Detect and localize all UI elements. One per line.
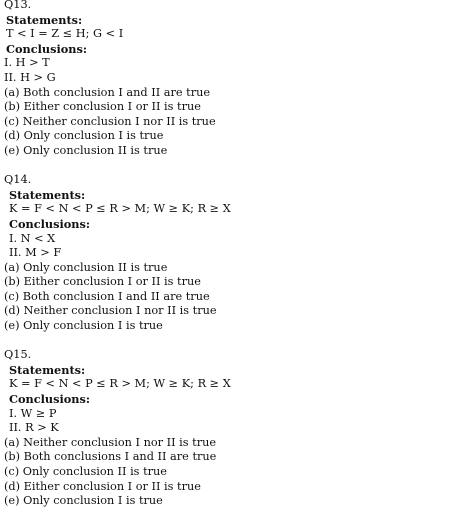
statement-text: T < I = Z ≤ H; G < I <box>6 27 124 41</box>
option-e: (e) Only conclusion I is true <box>4 319 163 333</box>
conclusion-2: II. H > G <box>4 70 56 84</box>
option-d: (d) Either conclusion I or II is true <box>4 479 201 493</box>
spacer <box>0 334 474 349</box>
option-e: (e) Only conclusion II is true <box>4 143 168 157</box>
statements-label: Statements: <box>9 362 86 377</box>
option-a: (a) Neither conclusion I nor II is true <box>4 435 217 449</box>
option-a: (a) Both conclusion I and II are true <box>4 85 211 99</box>
option-d: (d) Neither conclusion I nor II is true <box>4 304 217 318</box>
conclusion-2: II. M > F <box>9 246 62 260</box>
option-c: (c) Neither conclusion I nor II is true <box>4 114 216 128</box>
option-d: (d) Only conclusion I is true <box>4 129 164 143</box>
statement-text: K = F < N < P ≤ R > M; W ≥ K; R ≥ X <box>9 202 231 216</box>
question-number: Q13. <box>4 0 32 11</box>
statements-label: Statements: <box>6 12 83 27</box>
option-b: (b) Either conclusion I or II is true <box>4 100 201 114</box>
option-b: (b) Both conclusions I and II are true <box>4 450 217 464</box>
question-15 <box>0 348 474 509</box>
conclusion-1: I. W ≥ P <box>9 406 57 420</box>
option-c: (c) Both conclusion I and II are true <box>4 289 210 303</box>
option-a: (a) Only conclusion II is true <box>4 260 168 274</box>
conclusions-label: Conclusions: <box>6 41 88 56</box>
question-number: Q15. <box>4 348 32 362</box>
conclusions-label: Conclusions: <box>9 216 91 231</box>
statements-label: Statements: <box>9 187 86 202</box>
option-c: (c) Only conclusion II is true <box>4 465 167 478</box>
conclusions-label: Conclusions: <box>9 392 91 407</box>
question-13 <box>0 0 474 159</box>
option-e: (e) Only conclusion I is true <box>4 494 163 508</box>
conclusion-1: I. N < X <box>9 231 56 245</box>
statement-text: K = F < N < P ≤ R > M; W ≥ K; R ≥ X <box>9 377 231 391</box>
option-b: (b) Either conclusion I or II is true <box>4 275 201 289</box>
question-14 <box>0 173 474 334</box>
conclusion-2: II. R > K <box>9 421 59 435</box>
question-number: Q14. <box>4 173 32 187</box>
spacer <box>0 159 474 174</box>
conclusion-1: I. H > T <box>4 56 50 70</box>
